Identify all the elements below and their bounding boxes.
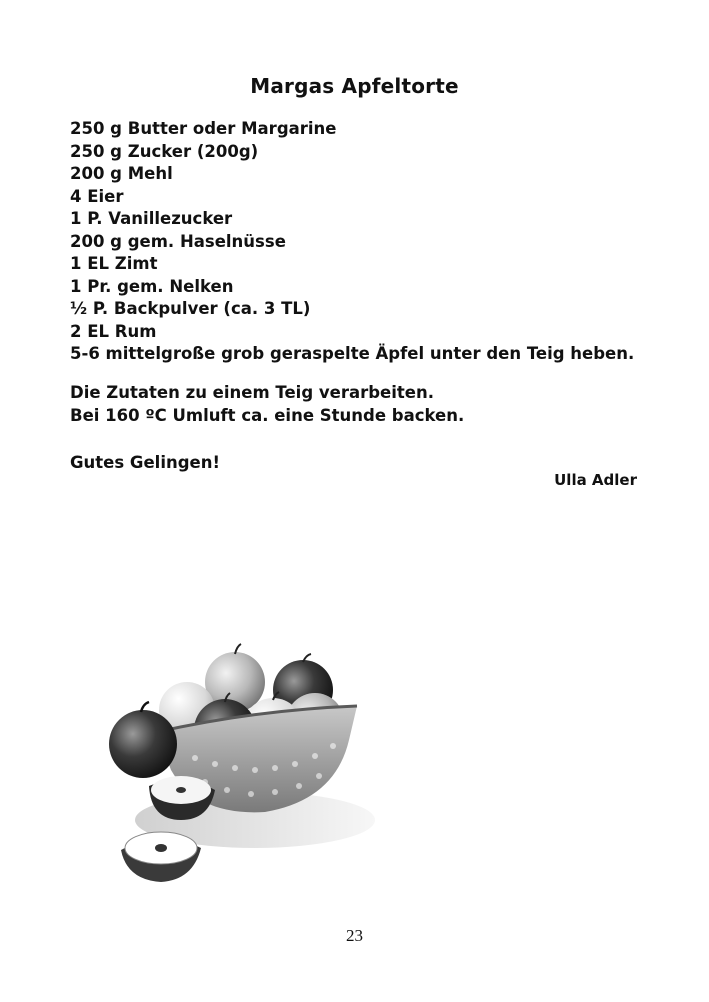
ingredient-item: 1 EL Zimt xyxy=(70,254,158,273)
instruction-line: Die Zutaten zu einem Teig verarbeiten. xyxy=(70,383,434,402)
ingredient-item: ½ P. Backpulver (ca. 3 TL) xyxy=(70,299,311,318)
ingredient-item: 200 g gem. Haselnüsse xyxy=(70,231,286,251)
ingredient-list xyxy=(70,118,634,366)
closing-text: Gutes Gelingen! xyxy=(70,453,220,472)
apple-bowl-illustration xyxy=(105,640,375,910)
author-name: Ulla Adler xyxy=(554,471,637,489)
instructions-block xyxy=(70,381,464,427)
ingredient-item: 250 g Butter oder Margarine xyxy=(70,119,337,138)
recipe-title: Margas Apfeltorte xyxy=(250,74,459,98)
ingredient-item: 1 P. Vanillezucker xyxy=(70,209,233,228)
ingredient-item: 4 Eier xyxy=(70,186,124,206)
ingredient-item: 200 g Mehl xyxy=(70,164,173,183)
ingredient-item: 2 EL Rum xyxy=(70,321,157,341)
page-number: 23 xyxy=(346,926,363,945)
ingredient-item: 1 Pr. gem. Nelken xyxy=(70,276,234,296)
instruction-line: Bei 160 ºC Umluft ca. eine Stunde backen. xyxy=(70,406,465,425)
ingredient-item: 5-6 mittelgroße grob geraspelte Äpfel unter den Teig heben. xyxy=(70,344,635,363)
ingredient-item: 250 g Zucker (200g) xyxy=(70,141,259,161)
apple-shape xyxy=(109,710,177,778)
